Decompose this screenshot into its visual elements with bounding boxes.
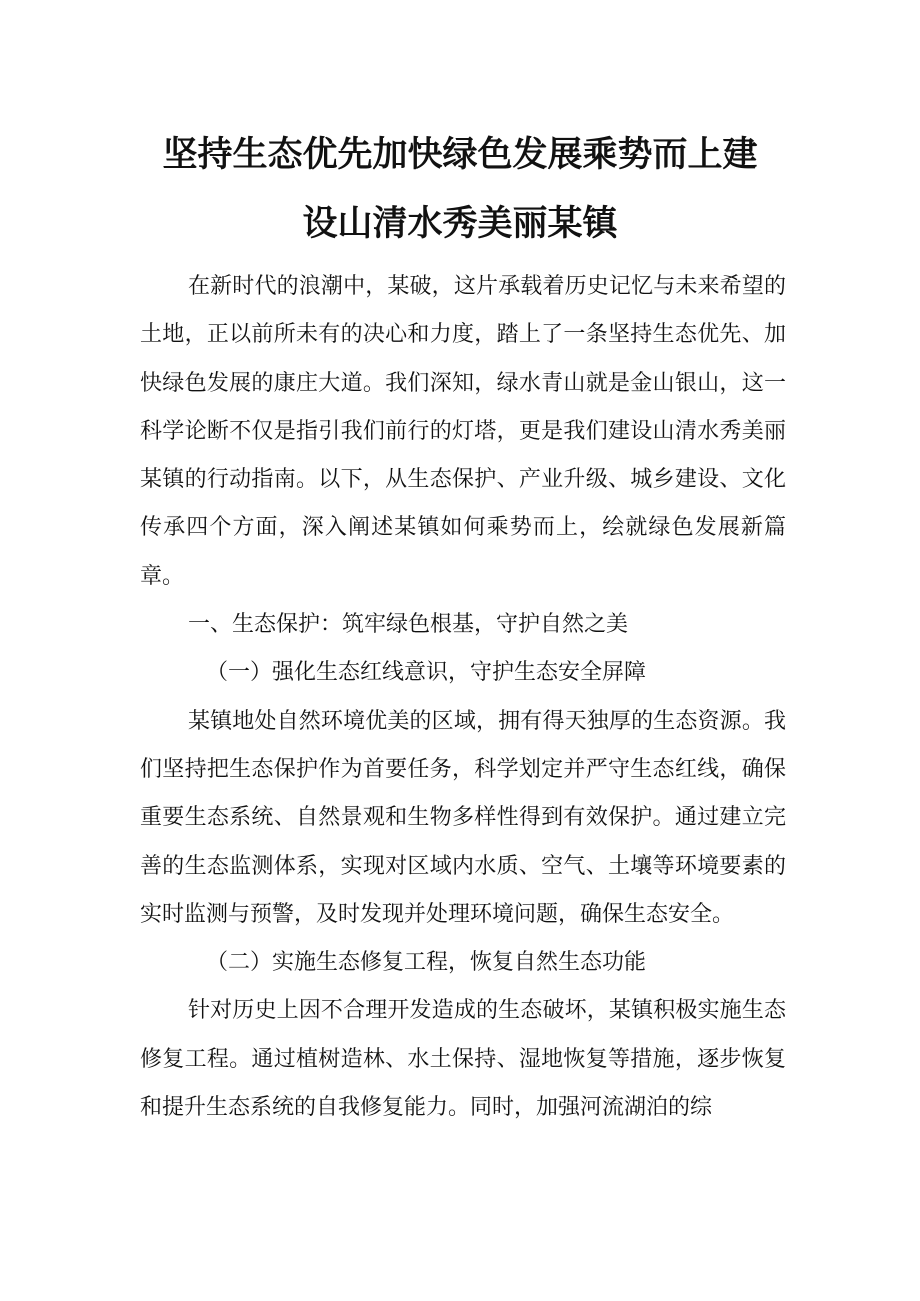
document-title-line-2: 设山清水秀美丽某镇: [302, 204, 618, 244]
intro-paragraph: 在新时代的浪潮中，某破，这片承载着历史记忆与未来希望的土地，正以前所未有的决心和力度，踏上了一条坚持生态优先、加快绿色发展的康庄大道。我们深知，绿水青山就是金山银山，这一科学论断不仅是指引我们前行的灯塔，更是我们建设山清水秀美丽某镇的行动指南。以下，从生态保护、产业升级、城乡建设、文化传承四个方面，深入阐述某镇如何乘势而上，绘就绿色发展新篇章。: [140, 274, 786, 589]
document-body: [140, 263, 786, 1132]
subsection-1-paragraph: 某镇地处自然环境优美的区域，拥有得天独厚的生态资源。我们坚持把生态保护作为首要任务，科学划定并严守生态红线，确保重要生态系统、自然景观和生物多样性得到有效保护。通过建立完善的生态监测体系，实现对区域内水质、空气、土壤等环境要素的实时监测与预警，及时发现并处理环境问题，确保生态安全。: [140, 708, 786, 927]
subsection-1-heading: （一）强化生态红线意识，守护生态安全屏障: [206, 660, 647, 686]
section-1-heading: 一、生态保护：筑牢绿色根基，守护自然之美: [188, 612, 629, 638]
subsection-2-heading: （二）实施生态修复工程，恢复自然生态功能: [206, 950, 647, 976]
document-title-line-1: 坚持生态优先加快绿色发展乘势而上建: [162, 135, 758, 175]
subsection-2-paragraph: 针对历史上因不合理开发造成的生态破坏，某镇积极实施生态修复工程。通过植树造林、水土保持、湿地恢复等措施，逐步恢复和提升生态系统的自我修复能力。同时，加强河流湖泊的综: [140, 998, 786, 1121]
